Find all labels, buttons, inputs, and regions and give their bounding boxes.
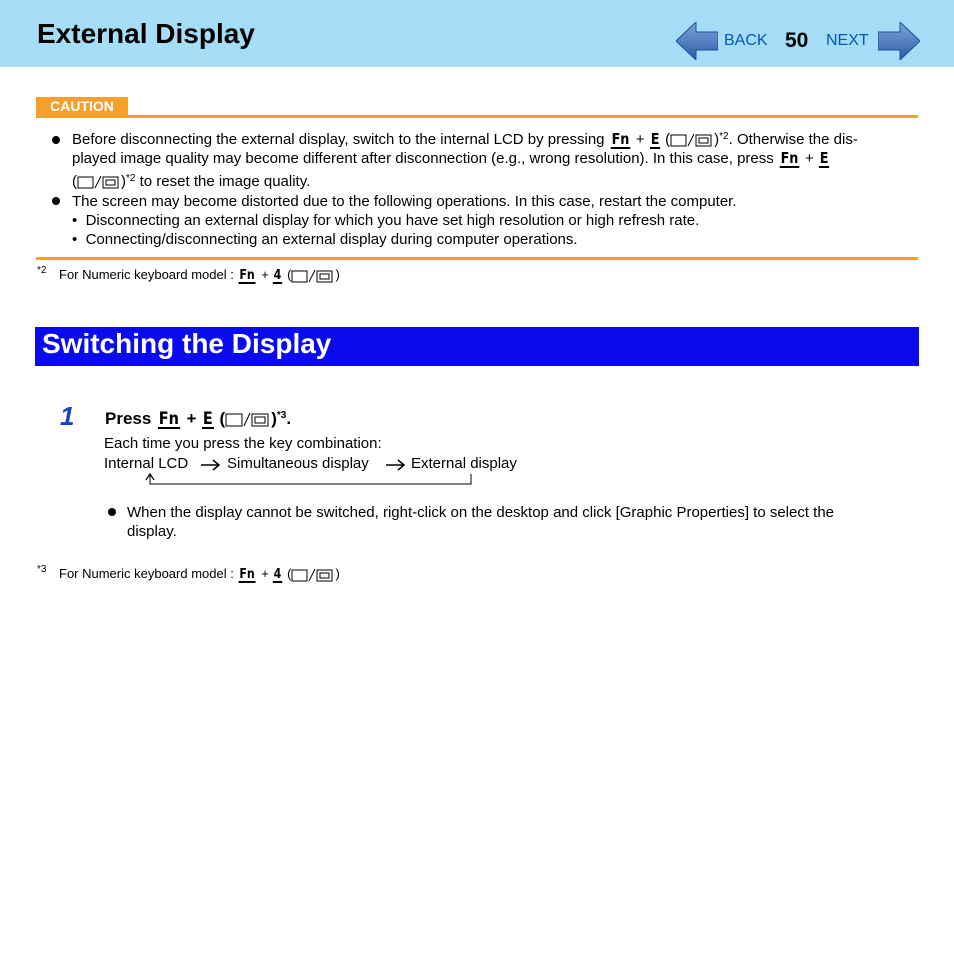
e-key-icon: E bbox=[650, 130, 660, 148]
caution-sub-item: • Disconnecting an external display for which you have set high resolution or high refresh rate. bbox=[72, 212, 700, 229]
footnote-3: For Numeric keyboard model : Fn + 4 ( ) bbox=[59, 566, 340, 582]
footnote-marker: *2 bbox=[37, 265, 47, 276]
display-switch-icon bbox=[291, 269, 335, 283]
back-arrow-icon[interactable] bbox=[676, 22, 718, 60]
fn-key-icon: Fn bbox=[780, 149, 799, 167]
caution-bullet1-line3: ( )$^{*2}$ to reset the image quality. bbox=[72, 173, 311, 190]
caution-label: CAUTION bbox=[36, 97, 128, 116]
flow-internal-lcd: Internal LCD bbox=[104, 455, 189, 472]
step-note-line2: display. bbox=[127, 523, 177, 540]
section-title: Switching the Display bbox=[42, 328, 332, 359]
caution-bottom-rule bbox=[36, 257, 918, 260]
step-intro: Each time you press the key combination: bbox=[104, 435, 382, 452]
caution-top-rule bbox=[36, 115, 918, 118]
back-link[interactable]: BACK bbox=[724, 32, 768, 49]
display-switch-icon bbox=[291, 568, 335, 582]
display-switch-icon bbox=[670, 133, 714, 147]
fn-key-icon: Fn bbox=[239, 268, 256, 283]
bullet-dot bbox=[52, 197, 60, 205]
fn-key-icon: Fn bbox=[158, 409, 180, 429]
bullet-dot bbox=[108, 508, 116, 516]
page-number: 50 bbox=[785, 29, 809, 52]
e-key-icon: E bbox=[203, 409, 213, 429]
flow-simultaneous: Simultaneous display bbox=[227, 455, 369, 472]
caution-bullet1-line2: played image quality may become different after disconnection (e.g., wrong resolution). In this case, press Fn + E bbox=[72, 149, 829, 167]
four-key-icon: 4 bbox=[274, 268, 282, 283]
step-number: 1 bbox=[60, 401, 75, 431]
bullet-dot bbox=[52, 136, 60, 144]
page-title: External Display bbox=[37, 18, 255, 49]
footnote-marker: *3 bbox=[37, 564, 47, 575]
next-link[interactable]: NEXT bbox=[826, 32, 869, 49]
fn-key-icon: Fn bbox=[611, 130, 630, 148]
right-arrow-icon bbox=[201, 459, 221, 471]
display-switch-icon bbox=[77, 175, 121, 189]
caution-bullet2: The screen may become distorted due to the following operations. In this case, restart the computer. bbox=[72, 193, 737, 210]
e-key-icon: E bbox=[819, 149, 829, 167]
step-instruction: Press Fn + E ( )$^{*3}$. bbox=[105, 409, 292, 429]
step-note-line1: When the display cannot be switched, right-click on the desktop and click [Graphic Properties] to select the bbox=[127, 504, 835, 521]
right-arrow-icon bbox=[386, 459, 406, 471]
caution-sub-item: • Connecting/disconnecting an external display during computer operations. bbox=[72, 231, 578, 248]
flow-external: External display bbox=[411, 455, 517, 472]
caution-bullet1-line1: Before disconnecting the external display, switch to the internal LCD by pressing Fn + E ( )$^{*2}$. Otherwise the dis- bbox=[72, 130, 858, 148]
cycle-return-arrow-icon bbox=[144, 472, 474, 488]
display-switch-icon bbox=[225, 412, 271, 427]
footnote-2: For Numeric keyboard model : Fn + 4 ( ) bbox=[59, 267, 340, 283]
next-arrow-icon[interactable] bbox=[878, 22, 920, 60]
four-key-icon: 4 bbox=[274, 567, 282, 582]
fn-key-icon: Fn bbox=[239, 567, 256, 582]
